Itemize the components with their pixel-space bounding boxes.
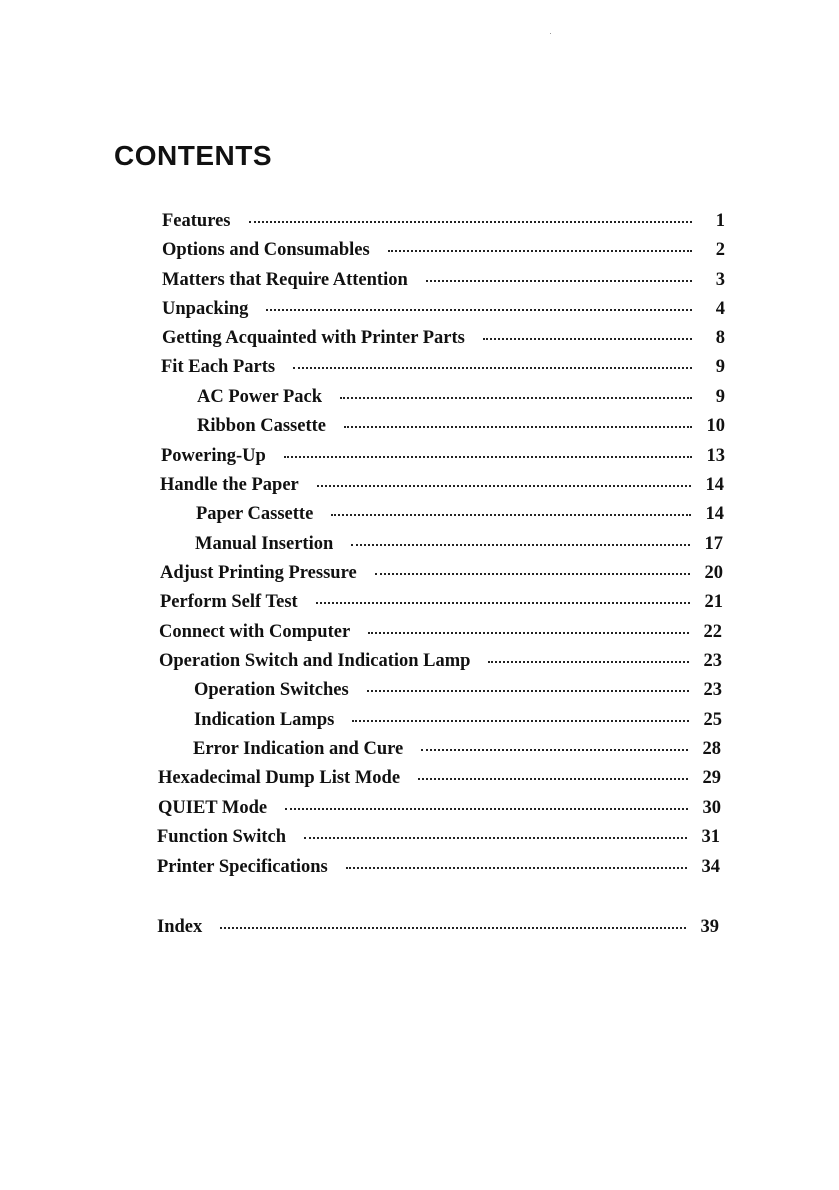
toc-entry-title: Connect with Computer [159,622,351,642]
toc-entry-title: Indication Lamps [194,710,335,730]
toc-entry-page: 8 [715,328,725,348]
toc-entry-page: 25 [703,710,722,730]
toc-entry-title: Error Indication and Cure [193,739,404,759]
toc-entry-page: 34 [701,857,720,877]
toc-entry-title: Manual Insertion [195,534,334,554]
dot-leader [285,808,688,810]
dot-leader [375,573,690,575]
toc-subentry[interactable] [196,504,724,530]
toc-entry-page: 30 [702,798,721,818]
toc-entry-page: 39 [700,917,719,937]
toc-entry[interactable] [158,768,721,794]
toc-entry[interactable] [162,328,725,354]
toc-entry-page: 20 [704,563,723,583]
toc-entry-title: Operation Switch and Indication Lamp [159,651,471,671]
dot-leader [368,632,689,634]
dot-leader [483,338,692,340]
toc-entry-page: 9 [715,387,725,407]
toc-entry-page: 31 [701,827,720,847]
toc-subentry[interactable] [194,680,722,706]
toc-entry-title: Matters that Require Attention [162,270,408,290]
toc-entry-page: 13 [706,446,725,466]
toc-entry-title: Options and Consumables [162,240,370,260]
toc-entry-page: 9 [715,357,725,377]
dot-leader [388,250,692,252]
toc-entry-title: Fit Each Parts [161,357,276,377]
toc-entry[interactable] [160,475,724,501]
toc-entry-title: QUIET Mode [158,798,268,818]
toc-entry-page: 23 [703,651,722,671]
toc-entry-page: 28 [702,739,721,759]
toc-entry-title: AC Power Pack [197,387,323,407]
toc-entry[interactable] [159,622,722,648]
toc-entry[interactable] [159,651,722,677]
toc-entry-title: Handle the Paper [160,475,299,495]
toc-entry-title: Paper Cassette [196,504,314,524]
toc-entry-page: 3 [715,270,725,290]
dot-leader [351,544,690,546]
dot-leader [316,602,690,604]
toc-entry-title: Adjust Printing Pressure [160,563,357,583]
toc-subentry[interactable] [193,739,721,765]
toc-entry-page: 14 [705,475,724,495]
toc-entry-page: 1 [715,211,725,231]
dot-leader [421,749,688,751]
dot-leader [331,514,691,516]
dot-leader [488,661,689,663]
toc-entry[interactable] [157,827,720,853]
toc-entry-page: 4 [715,299,725,319]
toc-entry-title: Function Switch [157,827,287,847]
dot-leader [418,778,688,780]
toc-subentry[interactable] [195,534,723,560]
toc-entry-title: Perform Self Test [160,592,298,612]
dot-leader [249,221,693,223]
dot-leader [344,426,692,428]
page-title: CONTENTS [114,140,272,171]
dot-leader [284,456,692,458]
toc-entry-page: 14 [705,504,724,524]
dot-leader [220,927,686,929]
dot-leader [266,309,692,311]
toc-entry[interactable] [162,270,725,296]
dot-leader [304,837,687,839]
toc-entry-title: Operation Switches [194,680,349,700]
dot-leader [293,367,692,369]
dot-leader [367,690,689,692]
toc-entry-page: 17 [704,534,723,554]
toc-entry-page: 23 [703,680,722,700]
dot-leader [317,485,691,487]
toc-entry[interactable] [160,563,723,589]
toc-entry-page: 10 [706,416,725,436]
toc-entry-title: Features [162,211,231,231]
toc-subentry[interactable] [197,416,725,442]
toc-entry-title: Unpacking [162,299,249,319]
toc-subentry[interactable] [197,387,725,413]
toc-entry-title: Powering-Up [161,446,266,466]
toc-entry-title: Getting Acquainted with Printer Parts [162,328,465,348]
dot-leader [426,280,692,282]
toc-entry[interactable] [162,299,725,325]
toc-entry[interactable] [161,357,725,383]
toc-entry-title: Hexadecimal Dump List Mode [158,768,401,788]
toc-entry-title: Ribbon Cassette [197,416,326,436]
toc-entry-title: Index [157,917,203,937]
toc-subentry[interactable] [194,710,722,736]
toc-entry-page: 21 [704,592,723,612]
toc-entry[interactable] [157,857,720,883]
dot-leader [340,397,692,399]
toc-entry[interactable] [162,240,725,266]
toc-entry[interactable] [161,446,725,472]
dot-leader [352,720,689,722]
toc-entry-title: Printer Specifications [157,857,328,877]
dot-leader [346,867,687,869]
toc-entry-page: 29 [702,768,721,788]
toc-entry[interactable] [160,592,723,618]
toc-entry-page: 22 [703,622,722,642]
toc-entry[interactable] [158,798,721,824]
toc-entry-index[interactable] [157,917,719,943]
toc-entry-page: 2 [715,240,725,260]
toc-entry[interactable] [162,211,725,237]
